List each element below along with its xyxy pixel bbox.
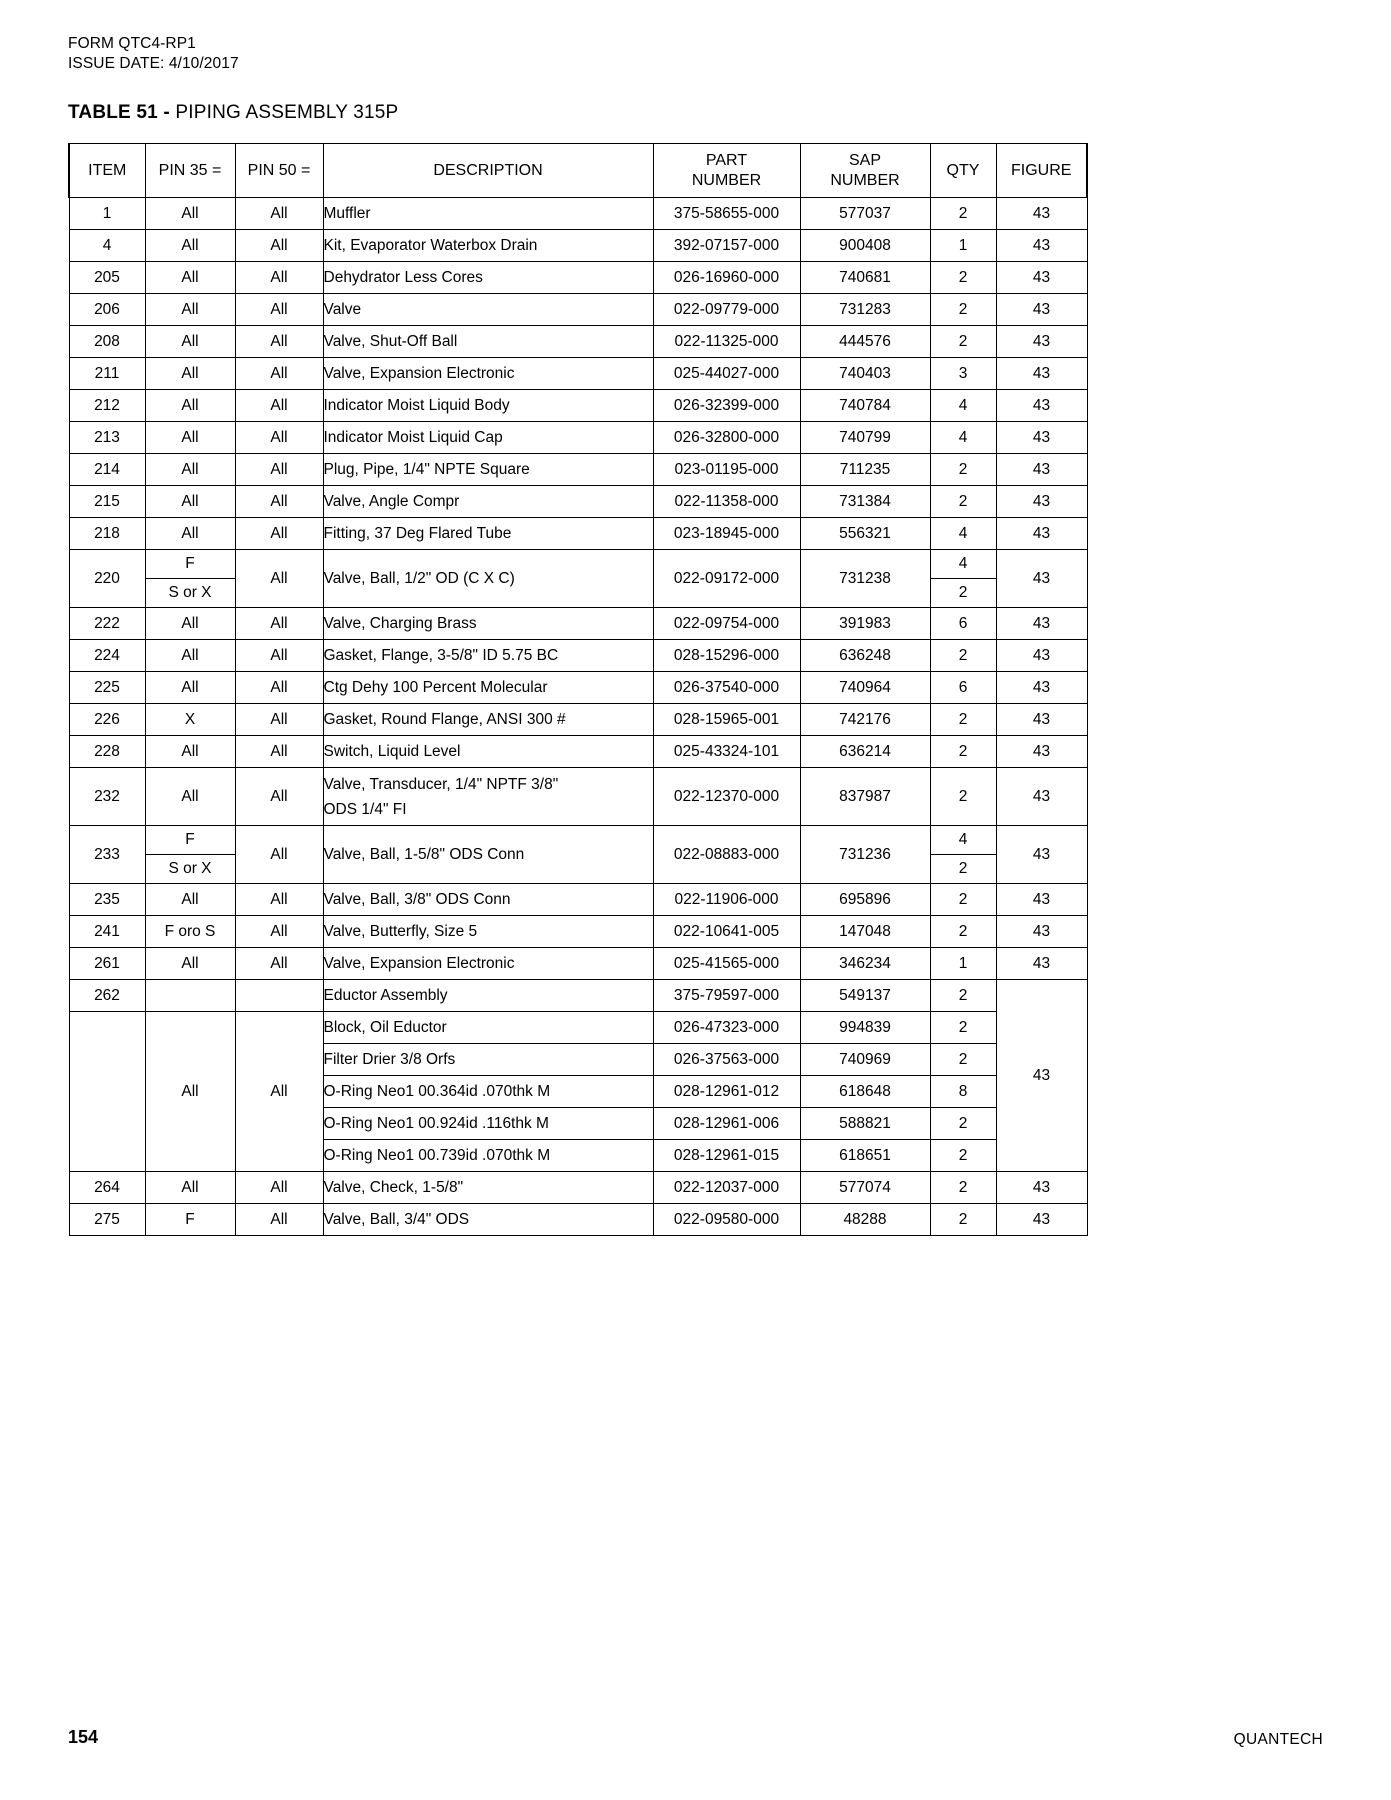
cell-pin50: All (235, 672, 323, 704)
table-row (69, 422, 1087, 454)
cell-description: Valve, Check, 1-5/8" (323, 1172, 653, 1204)
cell-qty: 2 (930, 980, 996, 1012)
cell-description: Dehydrator Less Cores (323, 262, 653, 294)
table-row (69, 390, 1087, 422)
table-body (69, 198, 1087, 1236)
cell-figure: 43 (996, 1204, 1087, 1236)
cell-part-number: 028-12961-015 (653, 1140, 800, 1172)
part-number-line2: NUMBER (691, 171, 762, 189)
document-header (68, 34, 239, 74)
cell-item: 218 (69, 518, 145, 550)
page-number: 154 (68, 1727, 99, 1747)
cell-figure: 43 (996, 768, 1087, 826)
table-row (69, 948, 1087, 980)
table-row (69, 672, 1087, 704)
cell-sap-number: 48288 (800, 1204, 930, 1236)
cell-item: 208 (69, 326, 145, 358)
cell-sap-number: 636248 (800, 640, 930, 672)
cell-item: 205 (69, 262, 145, 294)
cell-sap-number: 740969 (800, 1044, 930, 1076)
cell-part-number: 022-11325-000 (653, 326, 800, 358)
cell-sap-number: 391983 (800, 608, 930, 640)
cell-pin35: All (145, 608, 235, 640)
cell-pin35: All (145, 198, 235, 230)
cell-part-number: 022-09172-000 (653, 550, 800, 608)
cell-qty-bottom: 2 (958, 583, 968, 601)
cell-item: 226 (69, 704, 145, 736)
cell-description: Plug, Pipe, 1/4" NPTE Square (323, 454, 653, 486)
cell-pin35: All (145, 768, 235, 826)
cell-part-number: 026-32800-000 (653, 422, 800, 454)
cell-sap-number: 742176 (800, 704, 930, 736)
cell-qty-split (930, 550, 996, 608)
cell-qty: 1 (930, 948, 996, 980)
cell-pin35: All (145, 230, 235, 262)
cell-figure: 43 (996, 550, 1087, 608)
cell-qty: 4 (930, 518, 996, 550)
cell-pin35: All (145, 390, 235, 422)
cell-item: 228 (69, 736, 145, 768)
cell-item: 211 (69, 358, 145, 390)
cell-pin50-spacer (235, 980, 323, 1012)
cell-part-number: 026-37563-000 (653, 1044, 800, 1076)
cell-item: 264 (69, 1172, 145, 1204)
cell-item: 215 (69, 486, 145, 518)
cell-pin35: All (145, 326, 235, 358)
cell-qty: 2 (930, 198, 996, 230)
cell-pin35: All (145, 672, 235, 704)
cell-pin35-top: F (146, 826, 235, 855)
cell-pin50: All (235, 550, 323, 608)
cell-sap-number: 994839 (800, 1012, 930, 1044)
cell-figure: 43 (996, 672, 1087, 704)
cell-pin35: All (145, 640, 235, 672)
cell-item: 262 (69, 980, 145, 1012)
cell-sap-number: 695896 (800, 884, 930, 916)
table-row (69, 608, 1087, 640)
cell-qty: 2 (930, 1204, 996, 1236)
cell-sap-number: 636214 (800, 736, 930, 768)
cell-item: 222 (69, 608, 145, 640)
cell-pin50: All (235, 390, 323, 422)
cell-part-number: 022-09580-000 (653, 1204, 800, 1236)
cell-sap-number: 444576 (800, 326, 930, 358)
cell-sap-number: 731236 (800, 826, 930, 884)
cell-item: 233 (69, 826, 145, 884)
column-header-description: DESCRIPTION (323, 144, 653, 198)
part-number-line1: PART (705, 151, 748, 169)
cell-pin50: All (235, 198, 323, 230)
cell-part-number: 392-07157-000 (653, 230, 800, 262)
cell-part-number: 025-41565-000 (653, 948, 800, 980)
cell-qty: 2 (930, 1172, 996, 1204)
cell-description: Valve, Charging Brass (323, 608, 653, 640)
cell-sap-number: 837987 (800, 768, 930, 826)
cell-qty: 2 (930, 262, 996, 294)
column-header-figure: FIGURE (996, 144, 1087, 198)
cell-figure: 43 (996, 608, 1087, 640)
cell-part-number: 025-44027-000 (653, 358, 800, 390)
cell-part-number: 028-15296-000 (653, 640, 800, 672)
table-row (69, 1172, 1087, 1204)
cell-description: Muffler (323, 198, 653, 230)
cell-pin35: All (145, 422, 235, 454)
cell-pin35: All (145, 262, 235, 294)
cell-qty: 2 (930, 736, 996, 768)
sap-number-line2: NUMBER (830, 171, 900, 189)
cell-part-number: 022-11358-000 (653, 486, 800, 518)
cell-figure: 43 (996, 518, 1087, 550)
table-row (69, 1204, 1087, 1236)
cell-description: O-Ring Neo1 00.364id .070thk M (323, 1076, 653, 1108)
cell-item: 275 (69, 1204, 145, 1236)
cell-sap-number: 147048 (800, 916, 930, 948)
cell-description: Ctg Dehy 100 Percent Molecular (323, 672, 653, 704)
cell-part-number: 028-15965-001 (653, 704, 800, 736)
cell-qty: 3 (930, 358, 996, 390)
table-row (69, 358, 1087, 390)
cell-pin50: All (235, 326, 323, 358)
cell-pin50: All (235, 230, 323, 262)
cell-pin35: All (145, 1012, 235, 1172)
cell-pin35-split (145, 826, 235, 884)
cell-pin50: All (235, 736, 323, 768)
table-row (69, 198, 1087, 230)
cell-qty: 1 (930, 230, 996, 262)
cell-description: O-Ring Neo1 00.739id .070thk M (323, 1140, 653, 1172)
cell-qty: 2 (930, 640, 996, 672)
cell-item: 241 (69, 916, 145, 948)
table-row (69, 486, 1087, 518)
cell-description: Valve, Expansion Electronic (323, 358, 653, 390)
cell-pin50: All (235, 608, 323, 640)
cell-pin35-bottom: S or X (168, 859, 212, 877)
table-row (69, 230, 1087, 262)
cell-item: 214 (69, 454, 145, 486)
cell-pin35: All (145, 884, 235, 916)
cell-pin50: All (235, 454, 323, 486)
cell-sap-number: 731238 (800, 550, 930, 608)
table-row (69, 704, 1087, 736)
cell-qty: 2 (930, 454, 996, 486)
cell-sap-number: 731384 (800, 486, 930, 518)
cell-figure: 43 (996, 422, 1087, 454)
cell-sap-number: 577074 (800, 1172, 930, 1204)
cell-pin50: All (235, 358, 323, 390)
cell-figure: 43 (996, 198, 1087, 230)
cell-description: Switch, Liquid Level (323, 736, 653, 768)
column-header-pin35: PIN 35 = (145, 144, 235, 198)
form-number: FORM QTC4-RP1 (68, 35, 196, 52)
cell-qty: 2 (930, 294, 996, 326)
cell-figure: 43 (996, 704, 1087, 736)
cell-pin35-top: F (146, 550, 235, 579)
cell-description: Valve, Shut-Off Ball (323, 326, 653, 358)
cell-pin50: All (235, 916, 323, 948)
cell-figure: 43 (996, 736, 1087, 768)
cell-description: Filter Drier 3/8 Orfs (323, 1044, 653, 1076)
cell-item: 1 (69, 198, 145, 230)
cell-item: 235 (69, 884, 145, 916)
cell-description: Fitting, 37 Deg Flared Tube (323, 518, 653, 550)
cell-part-number: 023-18945-000 (653, 518, 800, 550)
cell-pin35: All (145, 736, 235, 768)
cell-sap-number: 346234 (800, 948, 930, 980)
table-row (69, 640, 1087, 672)
cell-figure: 43 (996, 294, 1087, 326)
cell-part-number: 023-01195-000 (653, 454, 800, 486)
cell-qty: 2 (930, 1044, 996, 1076)
cell-figure: 43 (996, 916, 1087, 948)
table-row-split (69, 826, 1087, 884)
cell-pin50: All (235, 486, 323, 518)
description-line2: ODS 1/4" FI (323, 800, 407, 818)
cell-pin35: F oro S (145, 916, 235, 948)
cell-item: 232 (69, 768, 145, 826)
cell-pin35: F (145, 1204, 235, 1236)
cell-part-number: 022-09754-000 (653, 608, 800, 640)
cell-description: Kit, Evaporator Waterbox Drain (323, 230, 653, 262)
cell-part-number: 375-58655-000 (653, 198, 800, 230)
cell-figure: 43 (996, 980, 1087, 1172)
cell-description: Valve, Ball, 1/2" OD (C X C) (323, 550, 653, 608)
cell-sap-number: 618648 (800, 1076, 930, 1108)
cell-sap-number: 618651 (800, 1140, 930, 1172)
cell-pin35-bottom: S or X (168, 583, 212, 601)
table-row (69, 768, 1087, 826)
cell-item: 261 (69, 948, 145, 980)
cell-pin35: All (145, 948, 235, 980)
cell-description: Valve, Expansion Electronic (323, 948, 653, 980)
cell-description: Valve, Angle Compr (323, 486, 653, 518)
cell-figure: 43 (996, 640, 1087, 672)
cell-description: Indicator Moist Liquid Cap (323, 422, 653, 454)
cell-qty: 2 (930, 1108, 996, 1140)
cell-qty: 6 (930, 672, 996, 704)
cell-qty: 6 (930, 608, 996, 640)
cell-pin50: All (235, 1012, 323, 1172)
cell-sap-number: 731283 (800, 294, 930, 326)
cell-sap-number: 556321 (800, 518, 930, 550)
table-row (69, 884, 1087, 916)
cell-item: 224 (69, 640, 145, 672)
table-row-group-head (69, 980, 1087, 1012)
cell-pin35: All (145, 1172, 235, 1204)
cell-figure: 43 (996, 358, 1087, 390)
cell-pin50: All (235, 884, 323, 916)
table-row (69, 518, 1087, 550)
cell-part-number: 022-09779-000 (653, 294, 800, 326)
table-row (69, 294, 1087, 326)
sap-number-line1: SAP (848, 151, 881, 169)
cell-part-number: 022-12370-000 (653, 768, 800, 826)
cell-pin50: All (235, 826, 323, 884)
cell-description: Valve, Ball, 3/4" ODS (323, 1204, 653, 1236)
cell-pin35: X (145, 704, 235, 736)
cell-pin35: All (145, 294, 235, 326)
cell-part-number: 022-11906-000 (653, 884, 800, 916)
cell-description: Indicator Moist Liquid Body (323, 390, 653, 422)
table-row (69, 916, 1087, 948)
column-header-item: ITEM (69, 144, 145, 198)
cell-qty-top: 4 (931, 826, 996, 855)
cell-pin50: All (235, 768, 323, 826)
cell-qty: 2 (930, 916, 996, 948)
cell-pin50: All (235, 262, 323, 294)
cell-figure: 43 (996, 390, 1087, 422)
table-name: PIPING ASSEMBLY 315P (175, 102, 399, 123)
cell-pin35-spacer (145, 980, 235, 1012)
cell-pin50: All (235, 704, 323, 736)
cell-item: 4 (69, 230, 145, 262)
cell-part-number: 022-12037-000 (653, 1172, 800, 1204)
cell-sap-number: 588821 (800, 1108, 930, 1140)
cell-sap-number: 577037 (800, 198, 930, 230)
cell-qty-bottom: 2 (958, 859, 968, 877)
table-label: TABLE 51 - (68, 102, 170, 123)
cell-sap-number: 740784 (800, 390, 930, 422)
cell-item: 220 (69, 550, 145, 608)
cell-pin35: All (145, 454, 235, 486)
cell-figure: 43 (996, 454, 1087, 486)
cell-figure: 43 (996, 262, 1087, 294)
cell-part-number: 022-08883-000 (653, 826, 800, 884)
cell-qty: 8 (930, 1076, 996, 1108)
cell-description: Eductor Assembly (323, 980, 653, 1012)
description-line1: Valve, Transducer, 1/4" NPTF 3/8" (323, 775, 559, 793)
cell-item: 225 (69, 672, 145, 704)
table-row (69, 326, 1087, 358)
cell-qty: 2 (930, 1012, 996, 1044)
cell-pin50: All (235, 1172, 323, 1204)
cell-part-number: 026-16960-000 (653, 262, 800, 294)
cell-pin35: All (145, 518, 235, 550)
cell-qty-top: 4 (931, 550, 996, 579)
table-row (69, 454, 1087, 486)
cell-description (323, 768, 653, 826)
issue-date: ISSUE DATE: 4/10/2017 (68, 55, 239, 72)
cell-pin50: All (235, 294, 323, 326)
parts-table (68, 143, 1088, 1236)
cell-pin35-split (145, 550, 235, 608)
cell-figure: 43 (996, 326, 1087, 358)
cell-pin35: All (145, 486, 235, 518)
cell-part-number: 028-12961-012 (653, 1076, 800, 1108)
cell-item-spacer (69, 1012, 145, 1172)
cell-part-number: 375-79597-000 (653, 980, 800, 1012)
cell-part-number: 028-12961-006 (653, 1108, 800, 1140)
cell-qty: 2 (930, 768, 996, 826)
cell-figure: 43 (996, 486, 1087, 518)
page-title (68, 102, 398, 124)
cell-sap-number: 740964 (800, 672, 930, 704)
cell-figure: 43 (996, 230, 1087, 262)
cell-qty: 4 (930, 422, 996, 454)
cell-figure: 43 (996, 884, 1087, 916)
cell-pin50: All (235, 640, 323, 672)
cell-part-number: 026-32399-000 (653, 390, 800, 422)
cell-description: Block, Oil Eductor (323, 1012, 653, 1044)
cell-sap-number: 740681 (800, 262, 930, 294)
cell-pin50: All (235, 948, 323, 980)
column-header-qty: QTY (930, 144, 996, 198)
table-row-split (69, 550, 1087, 608)
cell-sap-number: 549137 (800, 980, 930, 1012)
cell-description: O-Ring Neo1 00.924id .116thk M (323, 1108, 653, 1140)
cell-sap-number: 740403 (800, 358, 930, 390)
cell-sap-number: 711235 (800, 454, 930, 486)
column-header-part-number (653, 144, 800, 198)
cell-figure: 43 (996, 1172, 1087, 1204)
cell-figure: 43 (996, 948, 1087, 980)
cell-description: Valve, Ball, 3/8" ODS Conn (323, 884, 653, 916)
column-header-sap-number (800, 144, 930, 198)
cell-figure: 43 (996, 826, 1087, 884)
cell-part-number: 022-10641-005 (653, 916, 800, 948)
cell-description: Valve, Ball, 1-5/8" ODS Conn (323, 826, 653, 884)
cell-description: Gasket, Flange, 3-5/8" ID 5.75 BC (323, 640, 653, 672)
cell-pin35: All (145, 358, 235, 390)
cell-sap-number: 900408 (800, 230, 930, 262)
cell-qty-split (930, 826, 996, 884)
cell-item: 206 (69, 294, 145, 326)
footer-brand: QUANTECH (1233, 1731, 1323, 1748)
table-row-group-item (69, 1012, 1087, 1044)
cell-qty: 2 (930, 884, 996, 916)
cell-pin50: All (235, 518, 323, 550)
cell-pin50: All (235, 1204, 323, 1236)
table-row (69, 262, 1087, 294)
cell-item: 212 (69, 390, 145, 422)
cell-qty: 2 (930, 704, 996, 736)
cell-description: Valve, Butterfly, Size 5 (323, 916, 653, 948)
column-header-pin50: PIN 50 = (235, 144, 323, 198)
cell-qty: 2 (930, 486, 996, 518)
cell-description: Valve (323, 294, 653, 326)
cell-item: 213 (69, 422, 145, 454)
cell-part-number: 026-47323-000 (653, 1012, 800, 1044)
cell-part-number: 026-37540-000 (653, 672, 800, 704)
table-row (69, 736, 1087, 768)
cell-sap-number: 740799 (800, 422, 930, 454)
table-header-row (69, 144, 1087, 198)
cell-part-number: 025-43324-101 (653, 736, 800, 768)
cell-qty: 2 (930, 1140, 996, 1172)
cell-qty: 2 (930, 326, 996, 358)
cell-description: Gasket, Round Flange, ANSI 300 # (323, 704, 653, 736)
cell-pin50: All (235, 422, 323, 454)
cell-qty: 4 (930, 390, 996, 422)
